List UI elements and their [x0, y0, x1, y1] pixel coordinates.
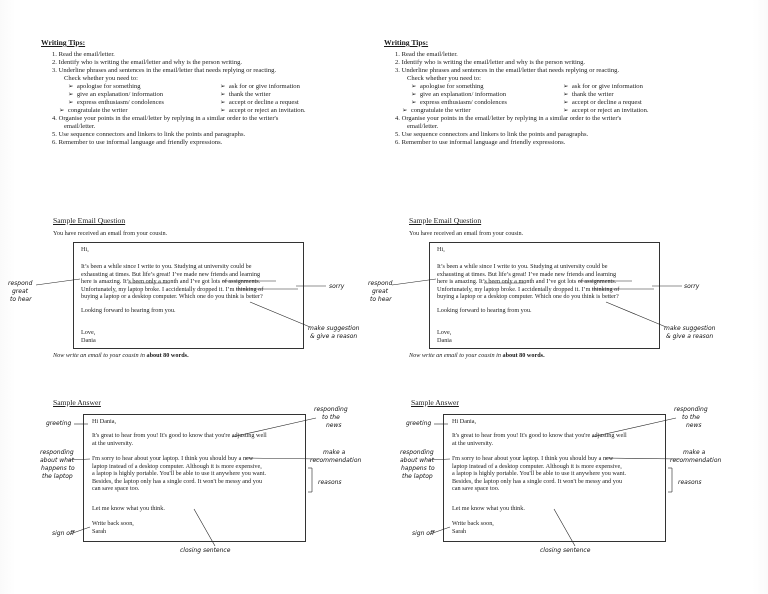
email-greeting: Hi, [437, 246, 445, 253]
email-sender: Dania [437, 337, 452, 344]
tip-step-4: 4. Organise your points in the email/letter by replying in a similar order to the writer's [52, 115, 279, 122]
answer-para-1: It's great to hear from you! It's good to know that you're adjusting well at the university. [92, 432, 267, 447]
tip-step-1: 1. Read the email/letter. [395, 51, 458, 58]
note-responding-about-1: responding [40, 449, 74, 456]
question-intro: You have received an email from your cousin. [53, 230, 168, 237]
tip-step-5: 5. Use sequence connectors and linkers to link the points and paragraphs. [395, 131, 589, 138]
answer-greeting: Hi Dania, [92, 418, 117, 425]
check-item: ➢ ask for or give information [220, 83, 300, 90]
check-item: ➢ thank the writer [220, 91, 271, 98]
writing-tips-heading: Writing Tips: [41, 38, 86, 47]
question-intro: You have received an email from your cousin. [409, 230, 524, 237]
answer-signoff: Write back soon, Sarah [92, 520, 134, 535]
tip-step-1: 1. Read the email/letter. [52, 51, 115, 58]
tip-step-3: 3. Underline phrases and sentences in the email/letter that needs replying or reacting. [395, 67, 620, 74]
note-responding-about-2: about what [40, 457, 74, 464]
note-sign-off: sign off [412, 530, 435, 537]
email-love: Love, [437, 329, 452, 336]
tip-check-intro: Check whether you need to: [64, 75, 138, 82]
note-to-hear: to hear [10, 296, 32, 303]
note-great: great [372, 288, 388, 295]
answer-para-1: It's great to hear from you! It's good to know that you're adjusting well at the university. [452, 432, 627, 447]
note-respond: respond [368, 280, 393, 287]
answer-para-2: I'm sorry to hear about your laptop. I think you should buy a new laptop instead of a desktop computer. Although it is more expensive, a laptop is highly portable. You'll be able to use it anywhere you want. Besides, the laptop only has a single cord. It won't be messy and you can save space too. [452, 455, 626, 493]
check-item: ➢ express enthusiasm/ condolences [68, 99, 164, 106]
note-responding-news-3: news [686, 422, 702, 429]
note-responding-news-2: to the [682, 414, 700, 421]
note-sorry: sorry [329, 283, 345, 290]
answer-greeting: Hi Dania, [452, 418, 477, 425]
worksheet-right [368, 0, 768, 594]
email-body: It’s been a while since I write to you. Studying at university could be exhausting at times. But life’s great! I’ve made new friends and learning here is amazing. It’s been only a month and I’ve got lots of assignments. Unfortunately, my laptop broke. I accidentally dropped it. I’m thinking of buying a laptop or a desktop computer. Which one do you think is better? [81, 263, 264, 301]
tip-step-4-cont: email/letter. [407, 123, 439, 130]
check-item: ➢ congratulate the writer [402, 107, 471, 114]
check-item: ➢ accept or decline a request [220, 99, 299, 106]
note-responding-about-1: responding [400, 449, 434, 456]
note-sorry: sorry [684, 283, 700, 290]
answer-signoff: Write back soon, Sarah [452, 520, 494, 535]
question-instruction: Now write an email to your cousin in about 80 words. [53, 352, 189, 359]
note-recommendation: recommendation [310, 457, 362, 464]
writing-tips-heading: Writing Tips: [384, 38, 429, 47]
email-closing: Looking forward to hearing from you. [81, 307, 176, 314]
tip-step-2: 2. Identify who is writing the email/letter and why is the person writing. [395, 59, 586, 66]
answer-heading: Sample Answer [53, 398, 101, 407]
tip-step-5: 5. Use sequence connectors and linkers to link the points and paragraphs. [52, 131, 246, 138]
email-sender: Dania [81, 337, 96, 344]
check-item: ➢ apologise for something [411, 83, 484, 90]
email-love: Love, [81, 329, 96, 336]
note-closing-sentence: closing sentence [540, 547, 591, 554]
note-responding-news-3: news [326, 422, 342, 429]
tip-step-6: 6. Remember to use informal language and friendly expressions. [52, 139, 223, 146]
note-give-reason: & give a reason [666, 333, 714, 340]
tip-check-intro: Check whether you need to: [407, 75, 481, 82]
note-responding-about-4: the laptop [42, 473, 73, 480]
answer-para-2: I'm sorry to hear about your laptop. I think you should buy a new laptop instead of a desktop computer. Although it is more expensive, a laptop is highly portable. You'll be able to use it anywhere you want. Besides, the laptop only has a single cord. It won't be messy and you can save space too. [92, 455, 266, 493]
note-reasons: reasons [678, 479, 702, 486]
tip-step-4-cont: email/letter. [64, 123, 96, 130]
note-greeting: greeting [46, 420, 72, 427]
tip-step-2: 2. Identify who is writing the email/letter and why is the person writing. [52, 59, 243, 66]
annotation-lines [384, 0, 768, 594]
note-responding-about-3: happens to [41, 465, 75, 472]
note-reasons: reasons [318, 479, 342, 486]
question-instruction: Now write an email to your cousin in about 80 words. [409, 352, 545, 359]
email-body: It’s been a while since I write to you. Studying at university could be exhausting at times. But life’s great! I’ve made new friends and learning here is amazing. It’s been only a month and I’ve got lots of assignments. Unfortunately, my laptop broke. I accidentally dropped it. I’m thinking of buying a laptop or a desktop computer. Which one do you think is better? [437, 263, 620, 301]
note-recommendation: recommendation [670, 457, 722, 464]
check-item: ➢ give an explanation/ information [411, 91, 507, 98]
check-item: ➢ accept or reject an invitation. [220, 107, 306, 114]
check-item: ➢ ask for or give information [563, 83, 643, 90]
note-responding-news-2: to the [322, 414, 340, 421]
note-greeting: greeting [406, 420, 432, 427]
tip-step-4: 4. Organise your points in the email/letter by replying in a similar order to the writer's [395, 115, 622, 122]
note-make-suggestion: make suggestion [308, 325, 360, 332]
note-sign-off: sign off [52, 530, 75, 537]
note-to-hear: to hear [370, 296, 392, 303]
note-great: great [12, 288, 28, 295]
check-item: ➢ apologise for something [68, 83, 141, 90]
note-responding-news-1: responding [314, 406, 348, 413]
question-heading: Sample Email Question [409, 216, 482, 225]
check-item: ➢ express enthusiasm/ condolences [411, 99, 507, 106]
note-make-a: make a [323, 449, 346, 456]
note-responding-news-1: responding [674, 406, 708, 413]
note-make-suggestion: make suggestion [664, 325, 716, 332]
check-item: ➢ congratulate the writer [59, 107, 128, 114]
email-greeting: Hi, [81, 246, 89, 253]
check-item: ➢ give an explanation/ information [68, 91, 164, 98]
answer-para-3: Let me know what you think. [452, 505, 525, 512]
note-make-a: make a [683, 449, 706, 456]
answer-heading: Sample Answer [411, 398, 459, 407]
check-item: ➢ accept or reject an invitation. [563, 107, 649, 114]
note-responding-about-4: the laptop [402, 473, 433, 480]
note-responding-about-3: happens to [401, 465, 435, 472]
note-closing-sentence: closing sentence [180, 547, 231, 554]
note-give-reason: & give a reason [310, 333, 358, 340]
answer-para-3: Let me know what you think. [92, 505, 165, 512]
tip-step-3: 3. Underline phrases and sentences in the email/letter that needs replying or reacting. [52, 67, 277, 74]
check-item: ➢ accept or decline a request [563, 99, 642, 106]
question-heading: Sample Email Question [53, 216, 126, 225]
note-respond: respond [8, 280, 33, 287]
note-responding-about-2: about what [400, 457, 434, 464]
email-closing: Looking forward to hearing from you. [437, 307, 532, 314]
tip-step-6: 6. Remember to use informal language and friendly expressions. [395, 139, 566, 146]
check-item: ➢ thank the writer [563, 91, 614, 98]
